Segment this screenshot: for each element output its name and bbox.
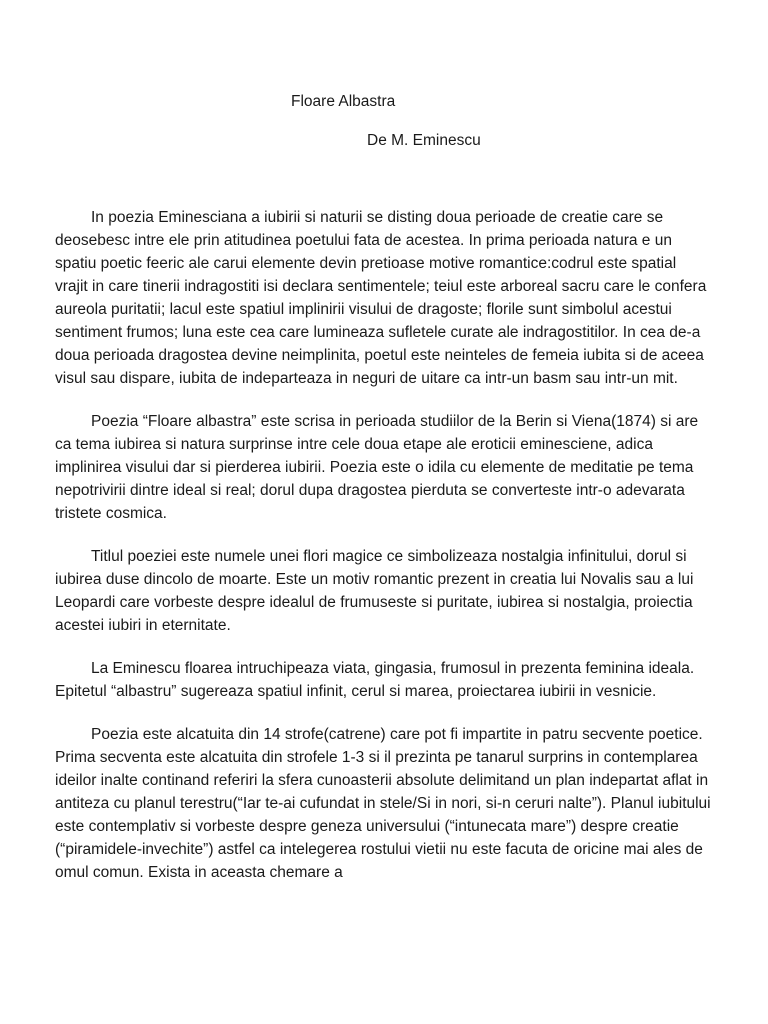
document-body xyxy=(55,206,711,904)
document-title: Floare Albastra xyxy=(291,93,396,110)
document-author: De M. Eminescu xyxy=(367,132,481,149)
paragraph: Poezia este alcatuita din 14 strofe(catrene) care pot fi impartite in patru secvente poetice. Prima secventa este alcatuita din strofele 1-3 si il prezinta pe tanarul surprins in contemplarea ideilor inalte continand referiri la sfera cunoasterii absolute delimitand un plan indepartat aflat in antiteza cu planul terestru(“Iar te-ai cufundat in stele/Si in nori, si-n ceruri nalte”). Planul iubitului este contemplativ si vorbeste despre geneza universului (“intunecata mare”) despre creatie (“piramidele-invechite”) astfel ca intelegerea rostului vietii nu este facuta de oricine mai ales de omul comun. Exista in aceasta chemare a xyxy=(55,726,711,881)
paragraph: In poezia Eminesciana a iubirii si naturii se disting doua perioade de creatie care se deosebesc intre ele prin atitudinea poetului fata de acestea. In prima perioada natura e un spatiu poetic feeric ale carui elemente devin pretioase motive romantice:codrul este spatial vrajit in care tinerii indragostiti isi declara sentimentele; teiul este arboreal sacru care le confera aureola puritatii; lacul este spatiul implinirii visului de dragoste; florile sunt simbolul acestui sentiment frumos; luna este cea care lumineaza sufletele curate ale indragostitilor. In cea de-a doua perioada dragostea devine neimplinita, poetul este neinteles de femeia iubita si de aceea visul sau dispare, iubita de indeparteaza in neguri de uitare ca intr-un basm sau intr-un mit. xyxy=(55,209,707,387)
paragraph: Titlul poeziei este numele unei flori magice ce simbolizeaza nostalgia infinitului, dorul si iubirea duse dincolo de moarte. Este un motiv romantic prezent in creatia lui Novalis sau a lui Leopardi care vorbeste despre idealul de frumuseste si puritate, iubirea si nostalgia, proiectia acestei iubiri in eternitate. xyxy=(55,548,694,634)
paragraph: La Eminescu floarea intruchipeaza viata, gingasia, frumosul in prezenta feminina ideala. Epitetul “albastru” sugereaza spatiul infinit, cerul si marea, proiectarea iubirii in vesnicie. xyxy=(55,660,695,700)
paragraph: Poezia “Floare albastra” este scrisa in perioada studiilor de la Berin si Viena(1874) si are ca tema iubirea si natura surprinse intre cele doua etape ale eroticii eminesciene, adica implinirea visului dar si pierderea iubirii. Poezia este o idila cu elemente de meditatie pe tema nepotrivirii dintre ideal si real; dorul dupa dragostea pierduta se converteste intr-o adevarata tristete cosmica. xyxy=(55,413,699,522)
